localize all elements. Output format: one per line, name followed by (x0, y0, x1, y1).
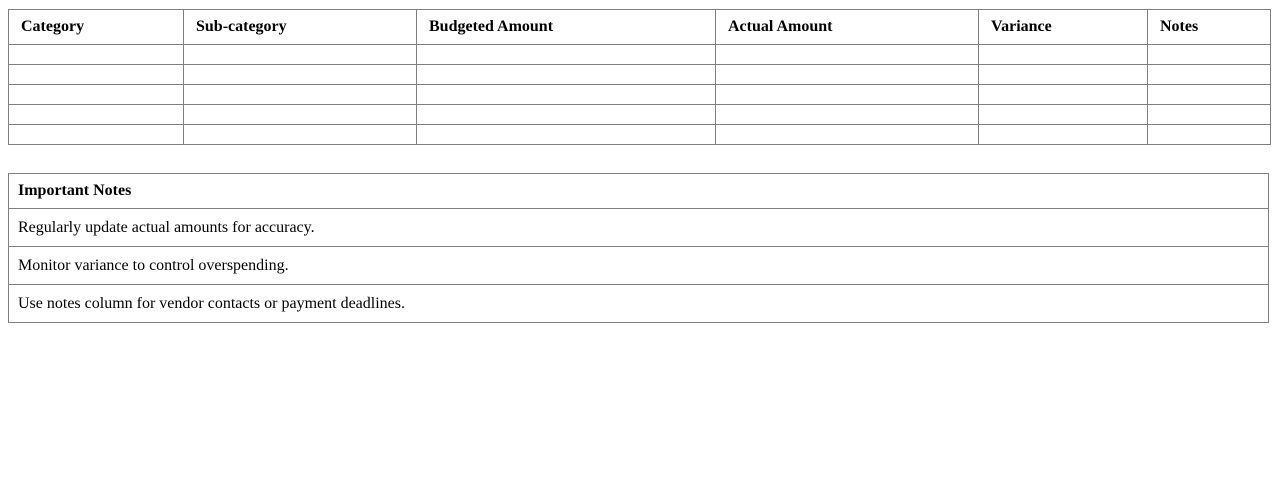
note-item: Monitor variance to control overspending. (9, 247, 1269, 285)
budget-cell-notes[interactable] (1148, 45, 1271, 65)
budget-cell-category[interactable] (9, 125, 184, 145)
important-notes-header: Important Notes (9, 174, 1269, 209)
budget-table-header-row (9, 10, 1271, 45)
budget-cell-variance[interactable] (979, 45, 1148, 65)
budget-cell-variance[interactable] (979, 125, 1148, 145)
budget-cell-actual-amount[interactable] (716, 65, 979, 85)
budget-table-row (9, 45, 1271, 65)
note-item-row (9, 209, 1269, 247)
note-item: Use notes column for vendor contacts or payment deadlines. (9, 285, 1269, 323)
budget-cell-notes[interactable] (1148, 65, 1271, 85)
note-item-row (9, 247, 1269, 285)
budget-cell-category[interactable] (9, 105, 184, 125)
budget-cell-sub-category[interactable] (184, 125, 417, 145)
budget-cell-sub-category[interactable] (184, 45, 417, 65)
budget-cell-category[interactable] (9, 65, 184, 85)
budget-cell-actual-amount[interactable] (716, 105, 979, 125)
budget-cell-actual-amount[interactable] (716, 85, 979, 105)
budget-cell-actual-amount[interactable] (716, 45, 979, 65)
budget-cell-budgeted-amount[interactable] (417, 105, 716, 125)
budget-cell-notes[interactable] (1148, 105, 1271, 125)
budget-cell-category[interactable] (9, 45, 184, 65)
budget-cell-notes[interactable] (1148, 125, 1271, 145)
budget-cell-actual-amount[interactable] (716, 125, 979, 145)
budget-cell-budgeted-amount[interactable] (417, 125, 716, 145)
note-item-row (9, 285, 1269, 323)
column-header-category: Category (9, 10, 184, 45)
column-header-variance: Variance (979, 10, 1148, 45)
important-notes-table (8, 173, 1269, 323)
budget-table-row (9, 125, 1271, 145)
budget-cell-budgeted-amount[interactable] (417, 45, 716, 65)
budget-cell-sub-category[interactable] (184, 85, 417, 105)
column-header-budgeted-amount: Budgeted Amount (417, 10, 716, 45)
column-header-actual-amount: Actual Amount (716, 10, 979, 45)
budget-cell-notes[interactable] (1148, 85, 1271, 105)
budget-cell-variance[interactable] (979, 85, 1148, 105)
budget-table (8, 9, 1271, 145)
column-header-sub-category: Sub-category (184, 10, 417, 45)
budget-cell-variance[interactable] (979, 105, 1148, 125)
budget-cell-sub-category[interactable] (184, 65, 417, 85)
budget-table-row (9, 105, 1271, 125)
budget-cell-sub-category[interactable] (184, 105, 417, 125)
column-header-notes: Notes (1148, 10, 1271, 45)
budget-cell-variance[interactable] (979, 65, 1148, 85)
budget-cell-budgeted-amount[interactable] (417, 65, 716, 85)
budget-cell-budgeted-amount[interactable] (417, 85, 716, 105)
important-notes-header-row (9, 174, 1269, 209)
budget-table-row (9, 85, 1271, 105)
budget-cell-category[interactable] (9, 85, 184, 105)
budget-table-row (9, 65, 1271, 85)
note-item: Regularly update actual amounts for accuracy. (9, 209, 1269, 247)
